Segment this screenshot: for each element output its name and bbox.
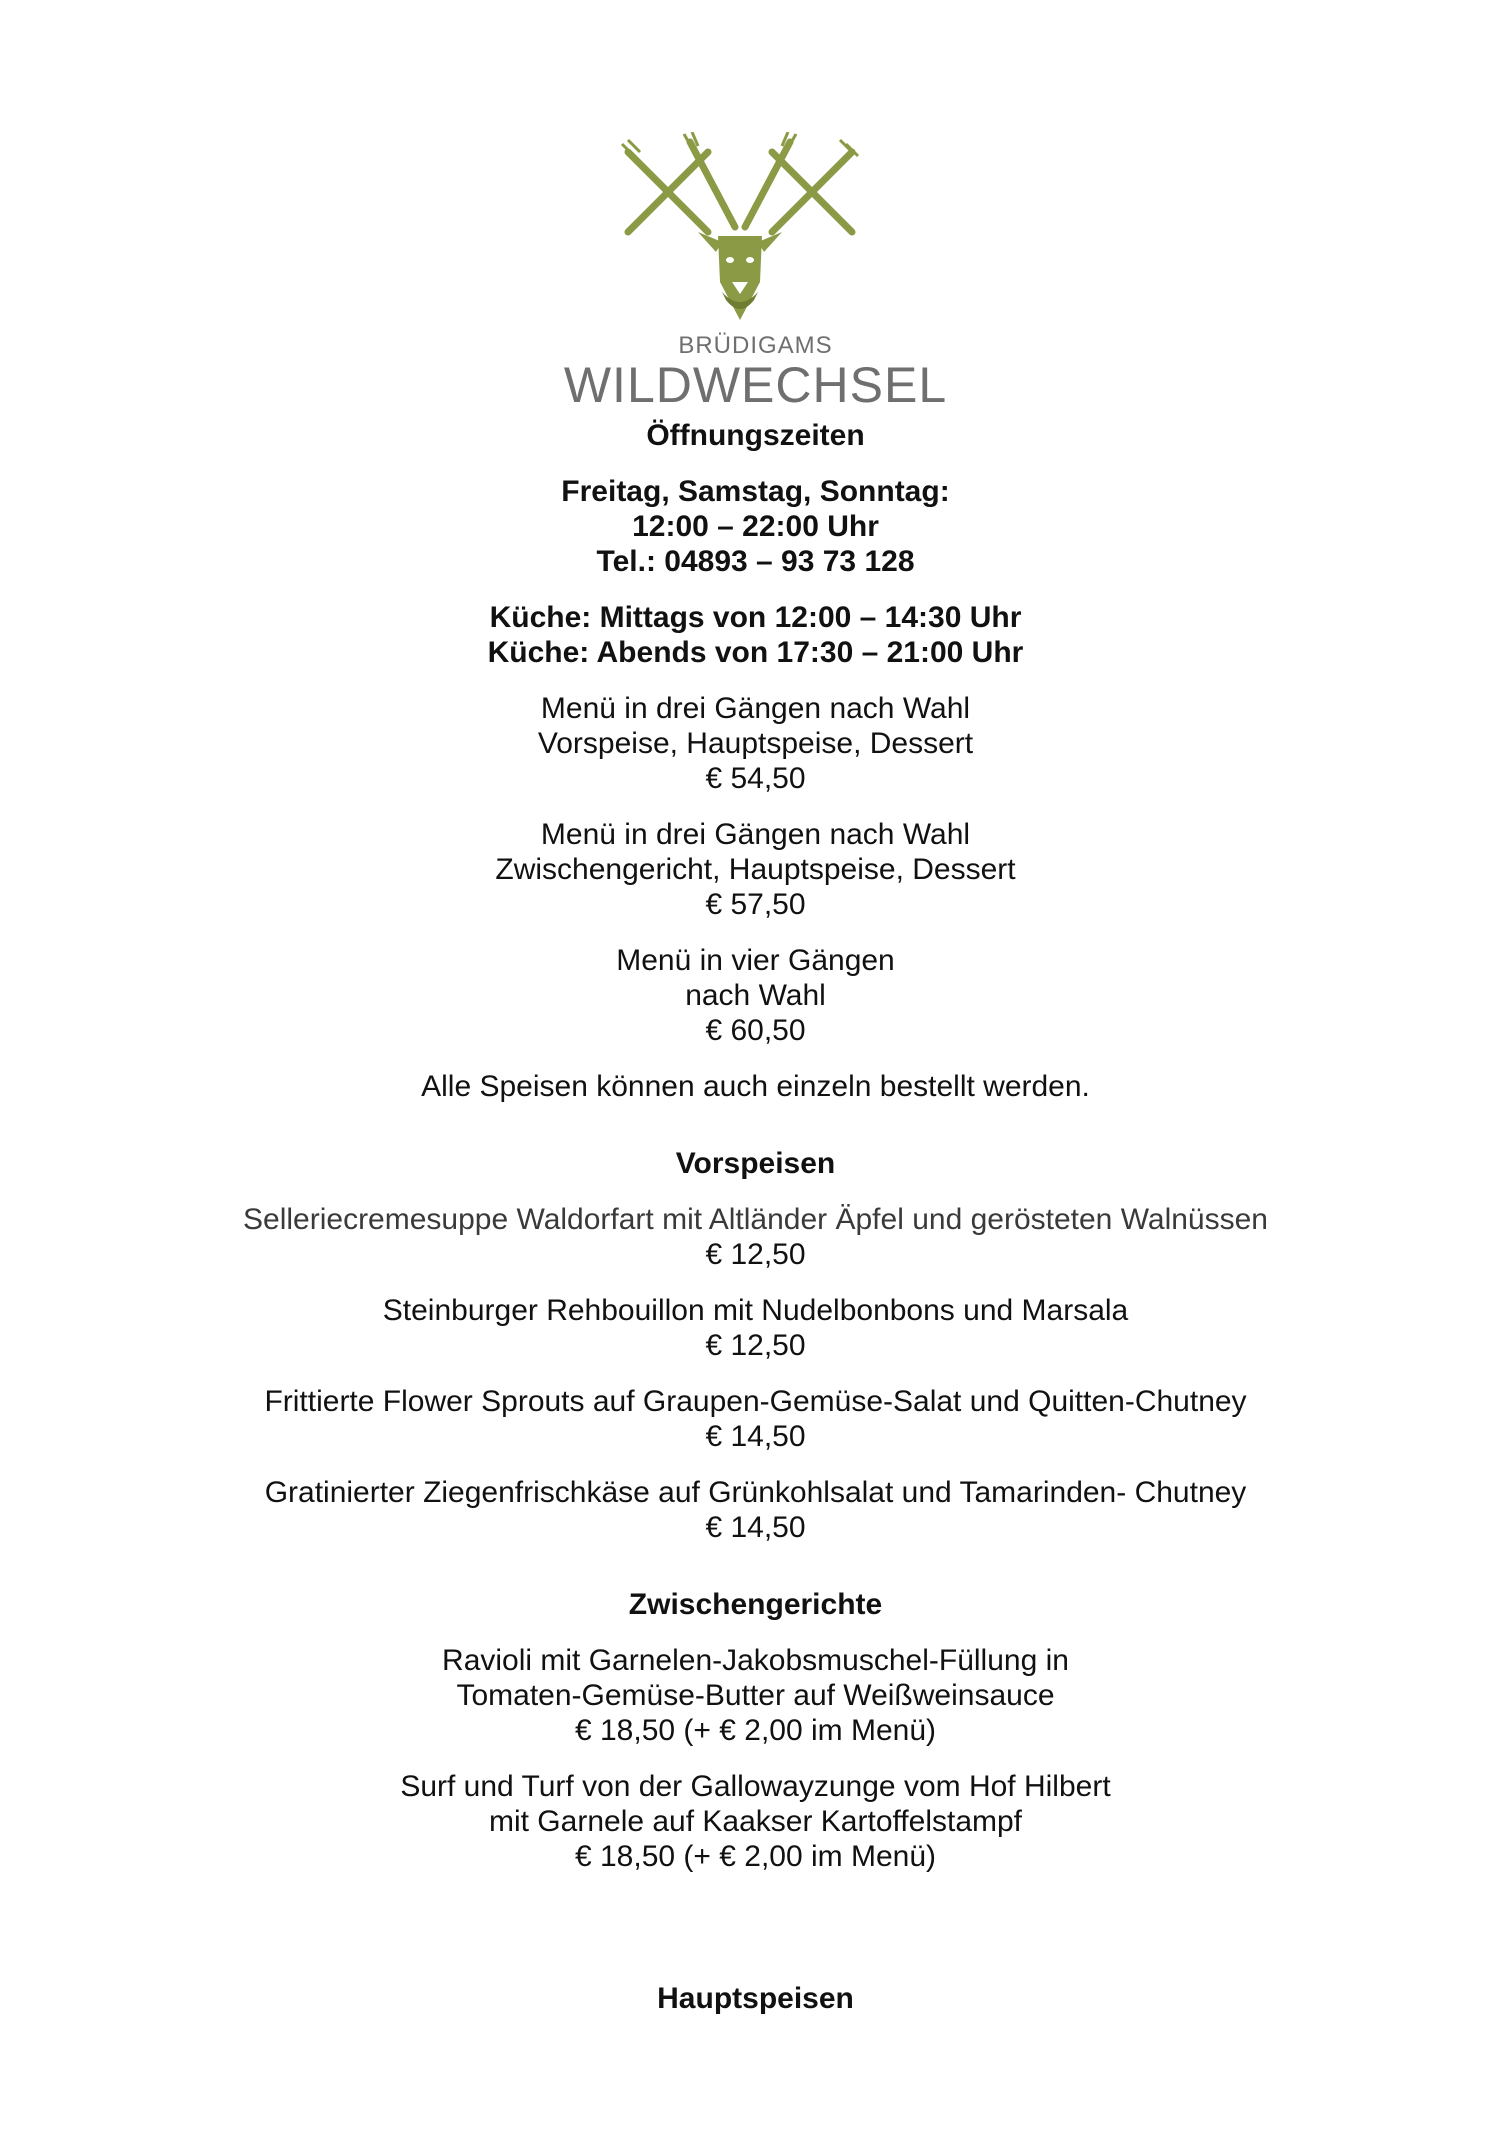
menu-3-courses: nach Wahl: [685, 979, 826, 1012]
menu-3-price: € 60,50: [705, 1014, 806, 1047]
hours-phone: Tel.: 04893 – 93 73 128: [596, 545, 915, 578]
kitchen-noon: Küche: Mittags von 12:00 – 14:30 Uhr: [489, 601, 1022, 634]
starter-2-price: € 12,50: [705, 1329, 806, 1362]
hours-days: Freitag, Samstag, Sonntag:: [561, 475, 950, 508]
starter-3-name: Frittierte Flower Sprouts auf Graupen-Gemüse-Salat und Quitten-Chutney: [264, 1385, 1247, 1418]
hours-time: 12:00 – 22:00 Uhr: [632, 510, 879, 543]
starter-4-price: € 14,50: [705, 1511, 806, 1544]
menu-1-price: € 54,50: [705, 762, 806, 795]
intermediate-1-line1: Ravioli mit Garnelen-Jakobsmuschel-Füllung in: [442, 1644, 1069, 1677]
intermediate-heading: Zwischengerichte: [628, 1588, 883, 1621]
starter-4-name: Gratinierter Ziegenfrischkäse auf Grünkohlsalat und Tamarinden- Chutney: [264, 1476, 1247, 1509]
intermediate-1-line2: Tomaten-Gemüse-Butter auf Weißweinsauce: [456, 1679, 1055, 1712]
menu-2-title: Menü in drei Gängen nach Wahl: [540, 818, 971, 851]
order-note: Alle Speisen können auch einzeln bestellt werden.: [421, 1070, 1090, 1103]
starter-1-price: € 12,50: [705, 1238, 806, 1271]
mains-heading: Hauptspeisen: [657, 1982, 854, 2015]
intermediate-2-line1: Surf und Turf von der Gallowayzunge vom Hof Hilbert: [400, 1770, 1111, 1803]
intermediate-2-price: € 18,50 (+ € 2,00 im Menü): [574, 1840, 937, 1873]
menu-1-title: Menü in drei Gängen nach Wahl: [540, 692, 971, 725]
hours-heading: Öffnungszeiten: [646, 419, 865, 452]
intermediate-1-price: € 18,50 (+ € 2,00 im Menü): [574, 1714, 937, 1747]
starter-2-name: Steinburger Rehbouillon mit Nudelbonbons und Marsala: [382, 1294, 1129, 1327]
menu-3-title: Menü in vier Gängen: [616, 944, 895, 977]
brand-subtitle: BRÜDIGAMS: [678, 332, 833, 359]
starter-3-price: € 14,50: [705, 1420, 806, 1453]
starters-heading: Vorspeisen: [675, 1147, 836, 1180]
starter-1-name: Selleriecremesuppe Waldorfart mit Altländer Äpfel und gerösteten Walnüssen: [243, 1203, 1268, 1236]
menu-1-courses: Vorspeise, Hauptspeise, Dessert: [537, 727, 974, 760]
stag-with-crossed-cutlery-icon: [620, 132, 860, 322]
menu-2-courses: Zwischengericht, Hauptspeise, Dessert: [495, 853, 1016, 886]
menu-2-price: € 57,50: [705, 888, 806, 921]
brand-name: WILDWECHSEL: [563, 357, 948, 413]
kitchen-evening: Küche: Abends von 17:30 – 21:00 Uhr: [487, 636, 1024, 669]
intermediate-2-line2: mit Garnele auf Kaakser Kartoffelstampf: [488, 1805, 1023, 1838]
